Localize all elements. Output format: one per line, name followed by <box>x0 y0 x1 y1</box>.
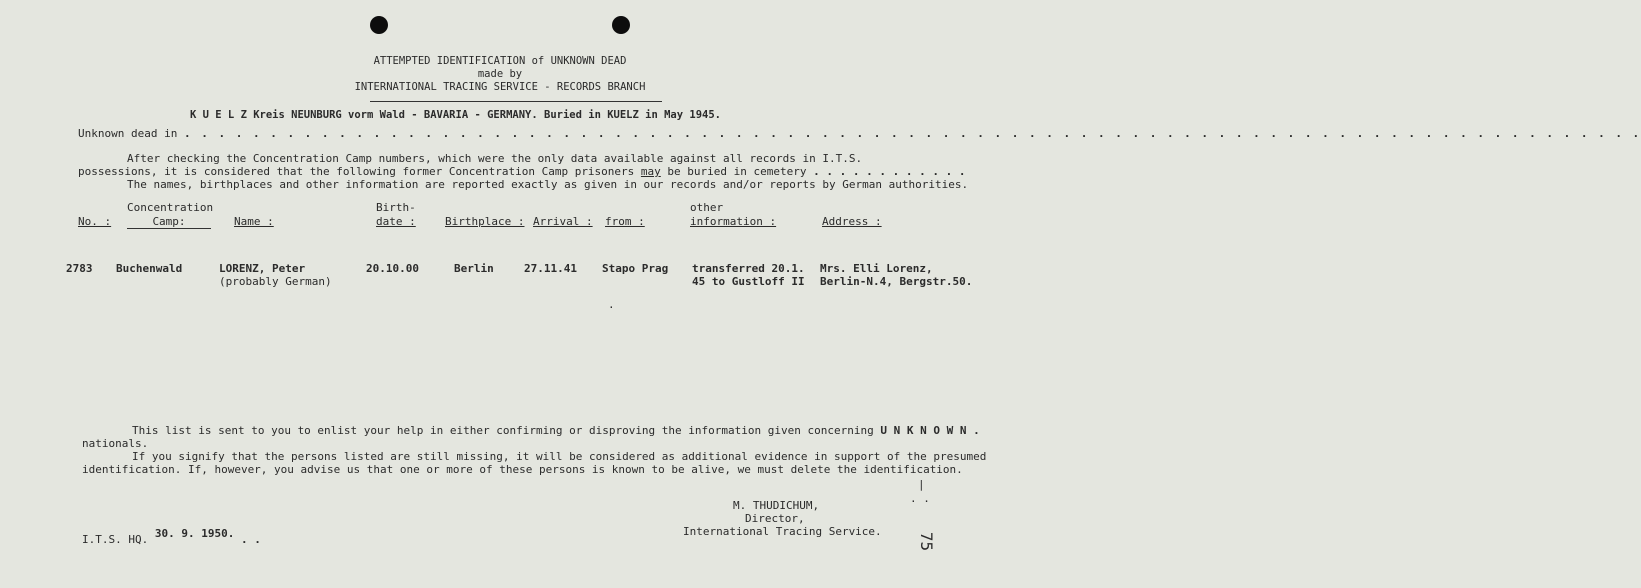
intro-line-2a: possessions, it is considered that the following former Concentration Camp prisoners <box>78 165 641 178</box>
location-line: K U E L Z Kreis NEUNBURG vorm Wald - BAVARIA - GERMANY. Buried in KUELZ in May 1945. <box>190 109 722 121</box>
punch-hole-left <box>370 16 388 34</box>
cell-from: Stapo Prag <box>602 262 669 275</box>
header-name: Name : <box>234 215 274 228</box>
header-no: No. : <box>78 215 112 228</box>
cell-no: 2783 <box>66 262 93 275</box>
stray-mark: . . <box>910 492 930 505</box>
unknown-dead-line <box>78 127 1641 140</box>
footer-p1a: This list is sent to you to enlist your help in either confirming or disproving the information given concerning <box>132 424 874 437</box>
made-by-text: made by <box>477 68 523 80</box>
intro-line-1: After checking the Concentration Camp numbers, which were the only data available against all records in I.T.S. <box>127 152 863 165</box>
punch-hole-right <box>612 16 630 34</box>
intro-may: may <box>640 165 661 178</box>
header-from: from : <box>605 215 645 228</box>
organization-name: INTERNATIONAL TRACING SERVICE - RECORDS BRANCH <box>354 81 646 93</box>
footer-unknown: U N K N O W N <box>880 424 967 437</box>
dot-leader: . . . . . . . . . . . . . . . . . . . . . . . . . . . . . . . . . . . . . . . . . . . . . . . . . . . . . . . . . . . . . . . . . . . . . . . . . . . . . . . . . . . . . <box>183 127 1641 140</box>
date-value: 30. 9. 1950. <box>154 527 235 540</box>
intro-line-2b: be buried in cemetery <box>660 165 807 178</box>
footer-p2b: identification. If, however, you advise us that one or more of these persons is known to be alive, we must delete the identification. <box>82 463 963 476</box>
cell-address-1: Mrs. Elli Lorenz, <box>820 262 933 275</box>
header-camp-top: Concentration <box>127 201 214 214</box>
page-mark: 75 <box>917 531 937 552</box>
header-birthdate: date : <box>376 215 416 228</box>
cell-info-1: transferred 20.1. <box>692 262 805 275</box>
stray-mark: . <box>608 298 615 311</box>
cell-info-2: 45 to Gustloff II <box>692 275 805 288</box>
header-birthplace: Birthplace : <box>445 215 525 228</box>
signature-org: International Tracing Service. <box>683 525 882 538</box>
signature-title: Director, <box>745 512 805 525</box>
intro-line-3: The names, birthplaces and other information are reported exactly as given in our records and/or reports by German authorities. <box>127 178 969 191</box>
unknown-dead-label: Unknown dead in <box>78 127 178 140</box>
header-camp <box>127 215 211 229</box>
dot-leader-2: . . . . . . . . . . . . <box>806 165 966 178</box>
stray-mark: | <box>918 478 925 491</box>
cell-arrival: 27.11.41 <box>524 262 577 275</box>
header-divider <box>370 101 662 102</box>
header-other-top: other <box>690 201 724 214</box>
date-label: I.T.S. HQ. <box>82 533 149 546</box>
header-address: Address : <box>822 215 882 228</box>
footer-p2a: If you signify that the persons listed are still missing, it will be considered as additional evidence in support of the presumed <box>132 450 987 463</box>
cell-birthplace: Berlin <box>454 262 494 275</box>
header-arrival: Arrival : <box>533 215 593 228</box>
header-other: information : <box>690 215 777 228</box>
date-line: I.T.S. HQ. 30. 9. 1950. . . <box>82 527 261 546</box>
cell-camp: Buchenwald <box>116 262 183 275</box>
cell-name: LORENZ, Peter <box>219 262 306 275</box>
header-birthdate-top: Birth- <box>376 201 416 214</box>
signature-name: M. THUDICHUM, <box>733 499 820 512</box>
cell-birthdate: 20.10.00 <box>366 262 419 275</box>
footer-p1b: nationals. <box>82 437 149 450</box>
intro-line-2 <box>78 165 965 178</box>
cell-address-2: Berlin-N.4, Bergstr.50. <box>820 275 973 288</box>
cell-name-note: (probably German) <box>219 275 332 288</box>
header-camp-label: Camp: <box>152 215 186 228</box>
document-title: ATTEMPTED IDENTIFICATION of UNKNOWN DEAD <box>373 55 627 67</box>
footer-line-1: This list is sent to you to enlist your help in either confirming or disproving the information given concerning U N K N O W N . <box>132 424 980 437</box>
